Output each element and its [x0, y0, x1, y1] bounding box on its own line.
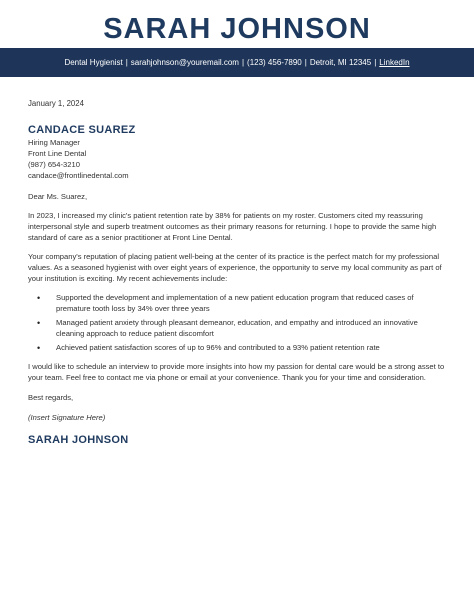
- list-item: [37, 317, 448, 339]
- achievement-text: Supported the development and implementation of a new patient education program that reduced cases of premature tooth loss by 34% over three years: [56, 293, 414, 313]
- letter-body: [28, 98, 448, 447]
- contact-bar: [0, 48, 474, 77]
- achievement-text: Managed patient anxiety through pleasant demeanor, education, and empathy and introduced an innovative cleaning approach to reduce patient discomfort: [56, 318, 418, 338]
- achievement-text: Achieved patient satisfaction scores of up to 96% and contributed to a 93% patient retention rate: [56, 343, 380, 352]
- paragraph-intro: In 2023, I increased my clinic's patient retention rate by 38% for patients on my roster. Customers cited my reassuring interpersonal style and superb treatment outcomes as their primary reasons for returning. I hope to provide the same high standard of care as a senior practitioner at Front Line Dental.: [28, 211, 437, 242]
- recipient-email: candace@frontlinedental.com: [28, 171, 129, 180]
- recipient-phone: (987) 654-3210: [28, 160, 80, 169]
- closing-line: Best regards,: [28, 393, 74, 402]
- recipient-company: Front Line Dental: [28, 149, 87, 158]
- achievements-list: [28, 292, 448, 353]
- paragraph-experience: Your company's reputation of placing patient well-being at the center of its practice is the perfect match for my professional values. As a seasoned hygienist with over eight years of experience, the opportunity to serve my local community as part of your institution is exciting. My recent achievements include:: [28, 252, 442, 283]
- paragraph-closing: I would like to schedule an interview to provide more insights into how my passion for dental care would be a strong asset to your team. Feel free to contact me via phone or email at your convenience. Thank you for your time and consideration.: [28, 362, 445, 382]
- list-item: [37, 342, 448, 353]
- sender-name: SARAH JOHNSON: [28, 434, 129, 446]
- letter-date: January 1, 2024: [28, 99, 84, 108]
- linkedin-link[interactable]: LinkedIn: [379, 58, 410, 67]
- contact-title: Dental Hygienist: [64, 58, 123, 67]
- contact-location: Detroit, MI 12345: [309, 58, 372, 67]
- bullet-icon: •: [37, 293, 41, 303]
- contact-email: sarahjohnson@youremail.com: [130, 58, 239, 67]
- list-item: [37, 292, 448, 314]
- contact-separator: |: [304, 58, 307, 67]
- contact-separator: |: [241, 58, 245, 67]
- salutation: Dear Ms. Suarez,: [28, 192, 88, 201]
- bullet-icon: •: [37, 343, 41, 353]
- recipient-name: CANDACE SUAREZ: [28, 124, 136, 136]
- recipient-title: Hiring Manager: [28, 138, 80, 147]
- bullet-icon: •: [37, 318, 41, 328]
- signature-placeholder: (Insert Signature Here): [28, 413, 106, 422]
- contact-phone: (123) 456-7890: [247, 58, 302, 67]
- contact-separator: |: [125, 58, 128, 67]
- header-name: SARAH JOHNSON: [103, 13, 371, 45]
- contact-separator: |: [374, 58, 377, 67]
